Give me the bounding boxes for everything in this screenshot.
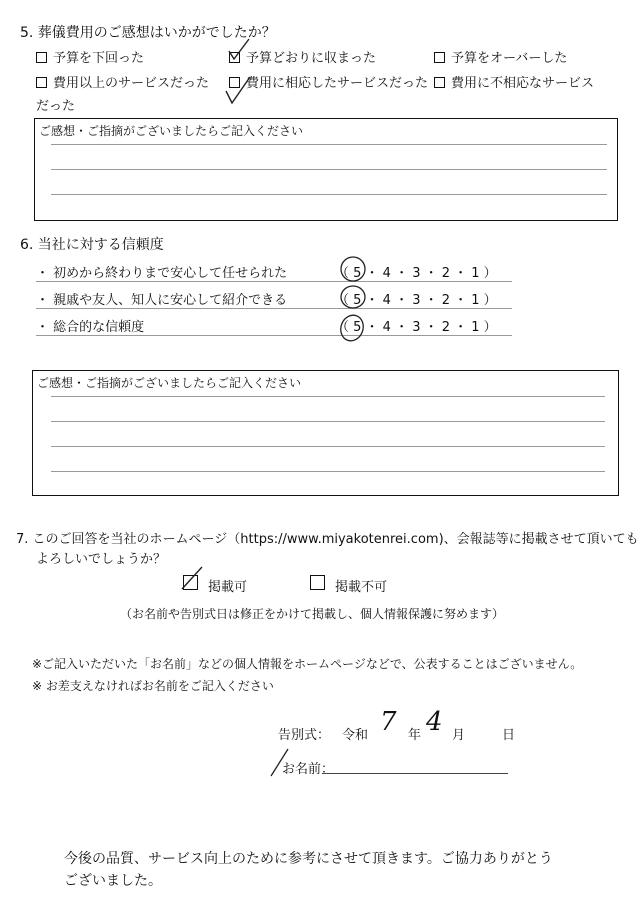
q5-option-above-cost[interactable]: 費用以上のサービスだった xyxy=(36,72,209,91)
handwritten-check-mark xyxy=(178,563,208,593)
q6-item-scale[interactable]: （ 5 ・ 4 ・ 3 ・ 2 ・ 1 ） xyxy=(336,266,497,281)
checkbox[interactable] xyxy=(434,52,445,63)
q5-option-matching-cost[interactable]: 費用に相応したサービスだった xyxy=(229,72,428,91)
q6-item-label: ・ 初めから終わりまで安心して任せられた xyxy=(36,266,288,281)
row-divider xyxy=(36,335,512,336)
closing-line1: 今後の品質、サービス向上のために参考にさせて頂きます。ご協力ありがとう xyxy=(64,851,553,867)
ceremony-month-handwritten[interactable]: 4 xyxy=(426,707,443,737)
q6-title: 6. 当社に対する信頼度 xyxy=(20,237,164,253)
checkbox[interactable] xyxy=(434,77,445,88)
row-divider xyxy=(36,308,512,309)
ceremony-year-unit: 年 xyxy=(408,728,422,743)
name-input-line[interactable] xyxy=(322,773,508,774)
q5-title: 5. 葬儀費用のご感想はいかがでしたか？ xyxy=(20,25,276,41)
q5-option-not-matching-cost[interactable]: 費用に不相応なサービス xyxy=(434,72,594,91)
q6-item-label: ・ 総合的な信頼度 xyxy=(36,320,145,335)
handwritten-stroke-mark xyxy=(268,746,292,780)
publish-ng-label: 掲載不可 xyxy=(335,580,388,595)
publish-ok-label: 掲載可 xyxy=(208,580,248,595)
publish-ng-checkbox[interactable] xyxy=(310,575,325,590)
writing-line xyxy=(51,446,605,447)
ceremony-year-handwritten[interactable]: 7 xyxy=(380,707,397,737)
q5-option-over-budget[interactable]: 予算をオーバーした xyxy=(434,47,567,66)
q5-option-wrap-text: だった xyxy=(36,99,76,114)
writing-line xyxy=(51,169,607,170)
q6-item-scale[interactable]: （ 5 ・ 4 ・ 3 ・ 2 ・ 1 ） xyxy=(336,320,497,335)
writing-line xyxy=(51,194,607,195)
handwritten-circle-marks xyxy=(336,252,370,348)
writing-line xyxy=(51,421,605,422)
q5-comment-label: ご感想・ご指摘がございましたらご記入ください xyxy=(39,124,304,138)
ceremony-month-unit: 月 xyxy=(452,728,466,743)
row-divider xyxy=(36,281,512,282)
q5-option-within-budget[interactable]: 予算どおりに収まった xyxy=(229,47,376,66)
q6-item-label: ・ 親戚や友人、知人に安心して紹介できる xyxy=(36,293,288,308)
writing-line xyxy=(51,396,605,397)
q6-item-scale[interactable]: （ 5 ・ 4 ・ 3 ・ 2 ・ 1 ） xyxy=(336,293,497,308)
q6-comment-label: ご感想・ご指摘がございましたらご記入ください xyxy=(37,376,302,390)
privacy-notice: ※ご記入いただいた「お名前」などの個人情報をホームページなどで、公表することはございません。 xyxy=(32,657,583,671)
q5-option-under-budget[interactable]: 予算を下回った xyxy=(36,47,144,66)
name-request-notice: ※ お差支えなければお名前をご記入ください xyxy=(32,679,274,693)
ceremony-label: 告別式： xyxy=(278,728,331,743)
checkbox[interactable] xyxy=(36,77,47,88)
name-label: お名前： xyxy=(282,762,335,777)
q7-title-line1: 7. このご回答を当社のホームページ（https://www.miyakotenrei.com)、会報誌等に掲載させて頂いても xyxy=(16,532,639,547)
q7-note: （お名前や告別式日は修正をかけて掲載し、個人情報保護に努めます） xyxy=(120,607,505,621)
handwritten-check-marks xyxy=(222,37,256,109)
q6-comment-box[interactable] xyxy=(32,370,619,496)
q5-comment-box[interactable] xyxy=(34,118,618,221)
checkbox[interactable] xyxy=(36,52,47,63)
ceremony-day-unit: 日 xyxy=(502,728,516,743)
q7-title-line2: よろしいでしょうか？ xyxy=(36,552,167,567)
closing-line2: ございました。 xyxy=(64,873,162,889)
writing-line xyxy=(51,471,605,472)
ceremony-era: 令和 xyxy=(342,728,369,743)
writing-line xyxy=(51,144,607,145)
